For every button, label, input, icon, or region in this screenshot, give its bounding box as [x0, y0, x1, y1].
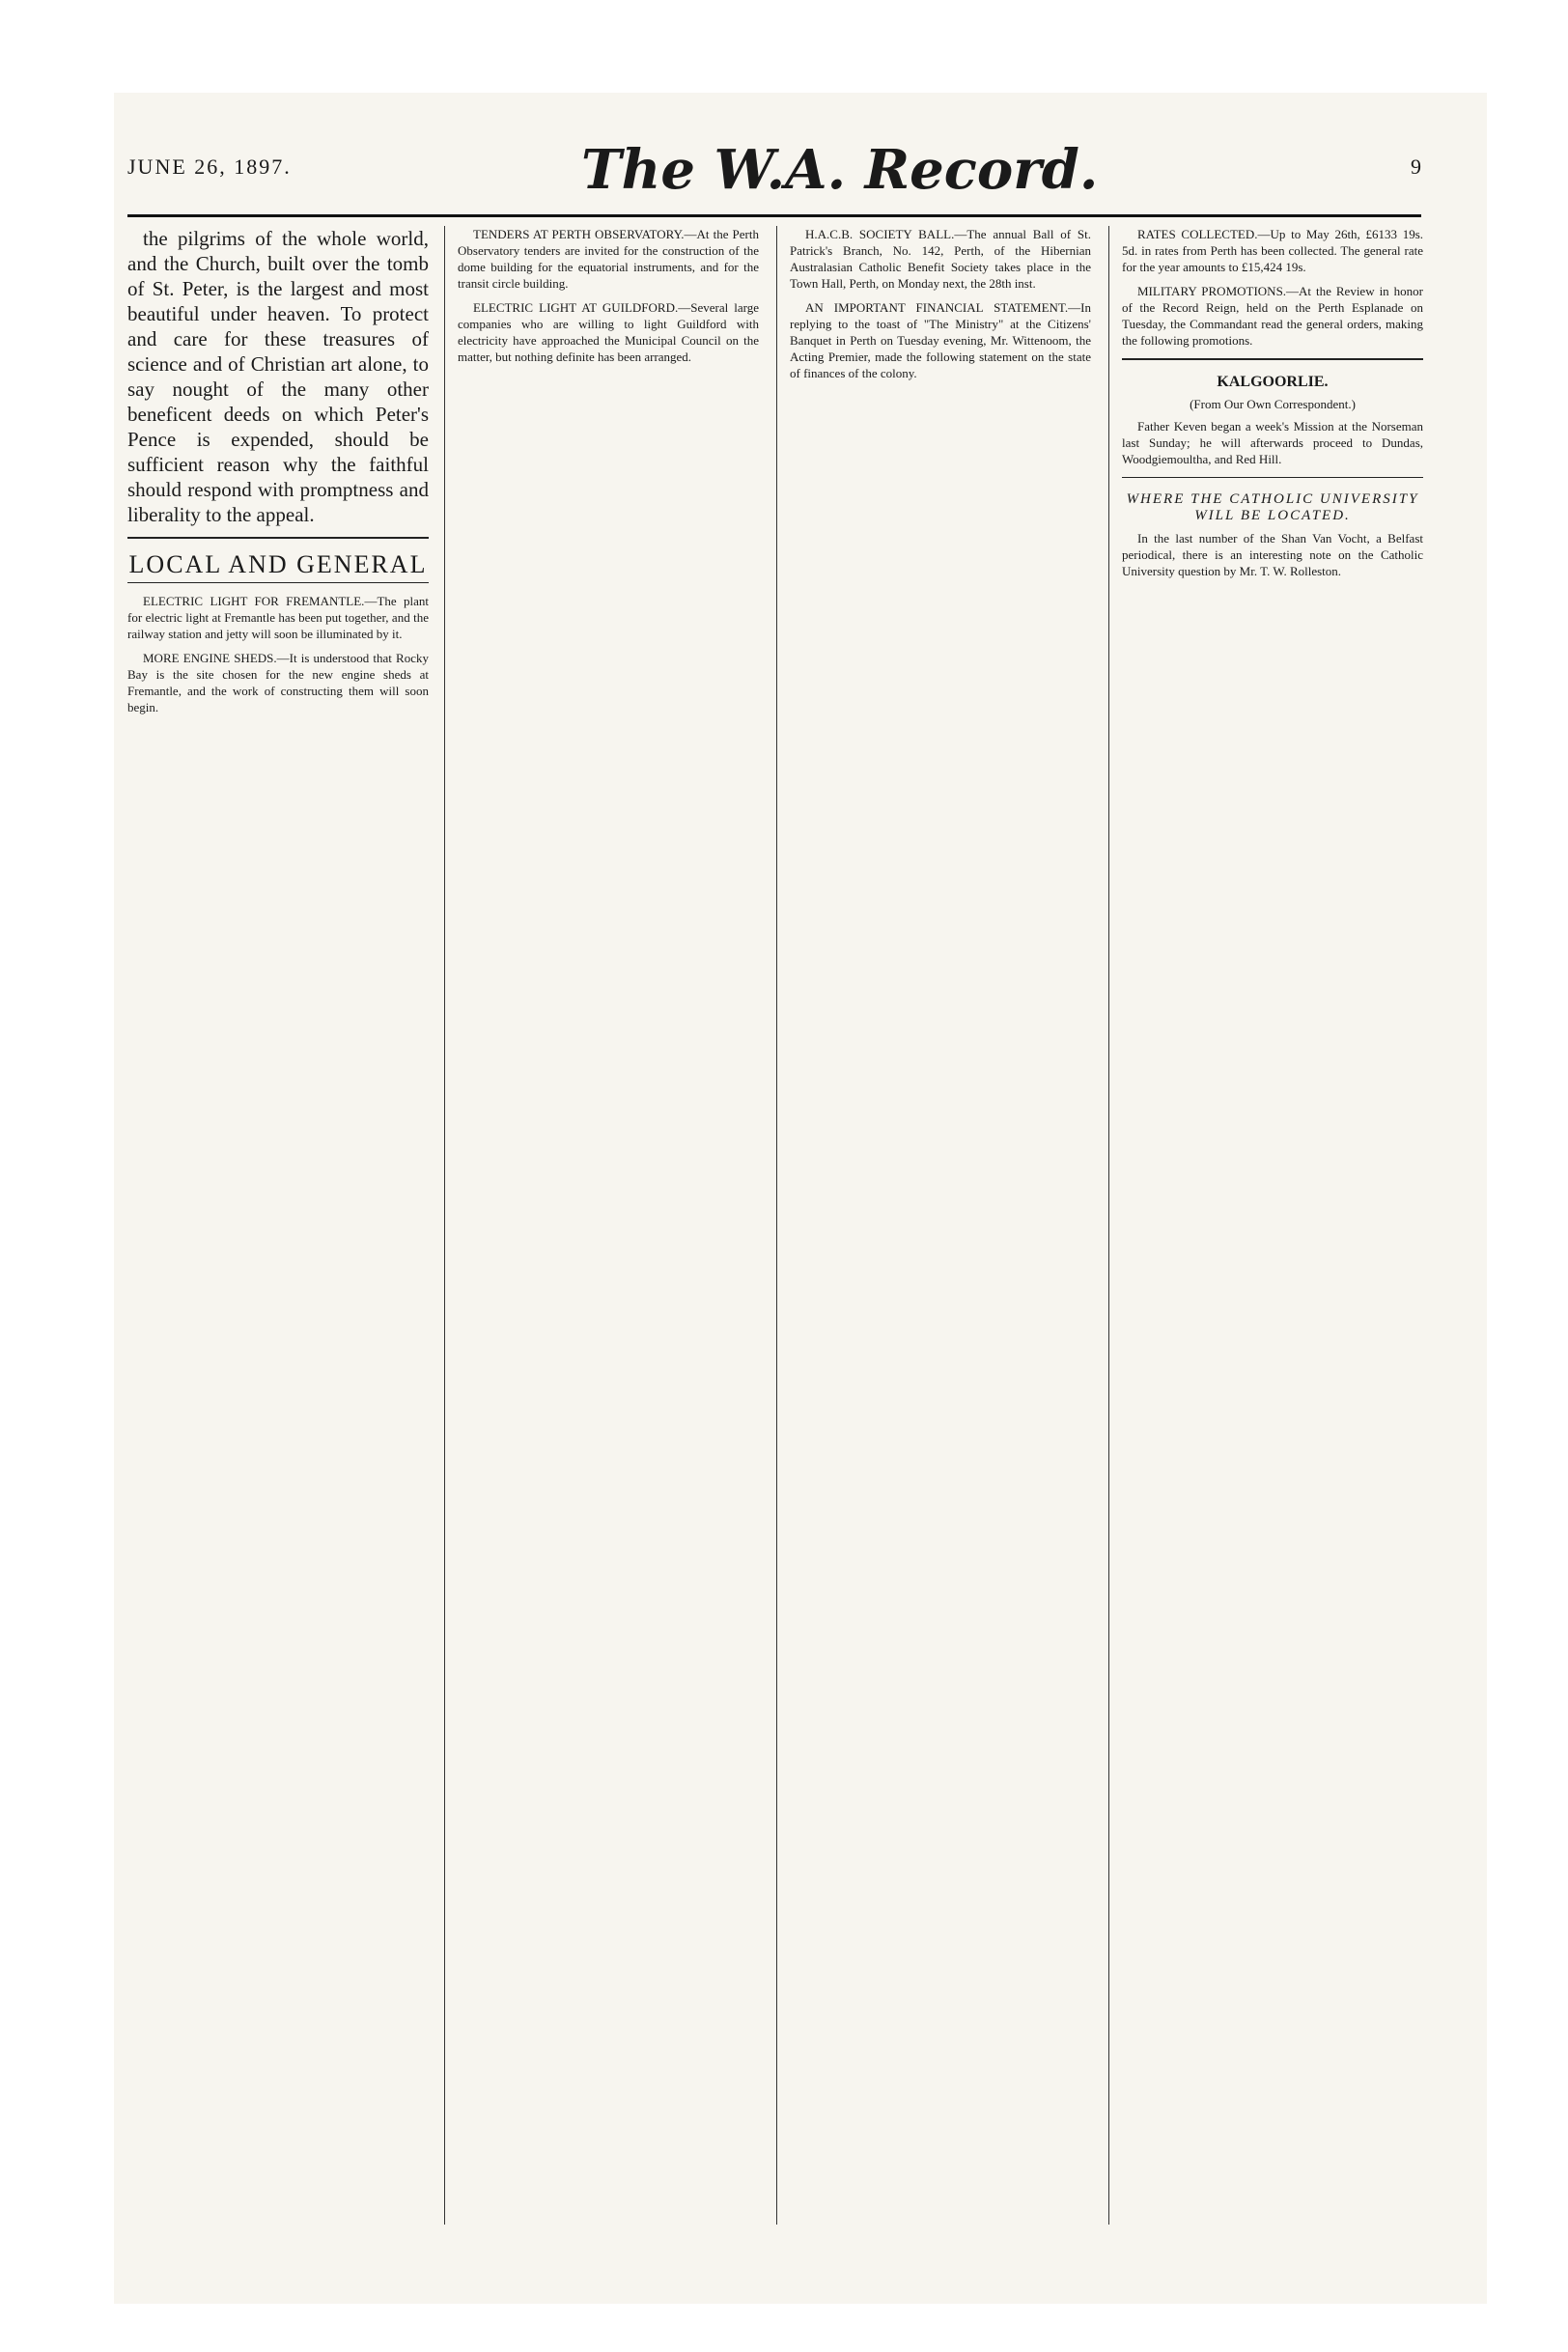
- news-item-title: TENDERS AT PERTH OBSERVATORY.: [473, 227, 685, 241]
- news-item: [790, 226, 1091, 292]
- header-rule: [127, 214, 1421, 217]
- news-item-text: —Up to May 26th, £6133 19s. 5d. in rates from Perth has been collected. The general rate for the year amounts to £15,424 19s.: [1122, 227, 1424, 274]
- news-item-text: —The plant for electric light at Fremantle has been put together, and the railway station and jetty will soon be illuminated by it.: [127, 594, 429, 641]
- news-item-text: —At the Perth Observatory tenders are invited for the construction of the dome building for the equatorial instruments, and for the transit circle building.: [458, 227, 759, 291]
- section-rule: [127, 537, 429, 539]
- section-rule: [1122, 358, 1423, 360]
- news-item-text: In the last number of the Shan Van Vocht, a Belfast periodical, there is an interesting note on the Catholic University question by Mr. T. W. Rolleston.: [1122, 531, 1423, 578]
- news-item-title: MILITARY PROMOTIONS.: [1137, 284, 1287, 298]
- page-header: [127, 138, 1421, 209]
- column-2: [458, 226, 759, 373]
- news-item-title: AN IMPORTANT FINANCIAL STATEMENT.: [805, 300, 1069, 315]
- section-rule: [1122, 477, 1423, 478]
- page-number: 9: [1411, 154, 1421, 179]
- news-item-text: —Several large companies who are willing to light Guildford with electricity have approached the Municipal Council on the matter, but nothing definite has been arranged.: [458, 300, 760, 364]
- news-item-text: —It is understood that Rocky Bay is the site chosen for the new engine sheds at Fremantle, and the work of constructing them will soon begin.: [127, 651, 429, 714]
- news-item: [790, 299, 1091, 381]
- news-item: [458, 299, 759, 365]
- news-item-text: —The annual Ball of St. Patrick's Branch, No. 142, Perth, of the Hibernian Australasian Catholic Benefit Society takes place in the Town Hall, Perth, on Monday next, the 28th inst.: [790, 227, 1091, 291]
- column-separator: [1108, 226, 1109, 2225]
- news-item-text: Father Keven began a week's Mission at the Norseman last Sunday; he will afterwards proceed to Dundas, Woodgiemoultha, and Red Hill.: [1122, 419, 1423, 466]
- section-heading: KALGOORLIE.: [1217, 374, 1329, 390]
- news-item-title: MORE ENGINE SHEDS.: [143, 651, 277, 665]
- news-item: [1122, 226, 1423, 275]
- news-item-text: —In replying to the toast of "The Ministry" at the Citizens' Banquet in Perth on Tuesday evening, Mr. Wittenoom, the Acting Premier, made the following statement on the state of finances of the colony.: [790, 300, 1091, 380]
- section-heading: WHERE THE CATHOLIC UNIVERSITY WILL BE LOCATED.: [1126, 491, 1419, 523]
- masthead-title: The W.A. Record.: [581, 138, 1099, 202]
- column-1: [127, 226, 429, 723]
- issue-date: JUNE 26, 1897.: [127, 154, 292, 179]
- news-item: [127, 593, 429, 642]
- news-item: [127, 650, 429, 715]
- news-item-text: —At the Review in honor of the Record Reign, held on the Perth Esplanade on Tuesday, the Commandant read the general orders, making the following promotions.: [1122, 284, 1423, 348]
- column-separator: [776, 226, 777, 2225]
- news-item: [1122, 283, 1423, 349]
- news-item-title: ELECTRIC LIGHT FOR FREMANTLE.: [143, 594, 365, 608]
- column-separator: [444, 226, 445, 2225]
- news-item: [458, 226, 759, 292]
- section-rule: [127, 582, 429, 583]
- news-item-title: ELECTRIC LIGHT AT GUILDFORD.: [473, 300, 679, 315]
- lead-paragraph: the pilgrims of the whole world, and the Church, built over the tomb of St. Peter, is the largest and most beautiful under heaven. To protect and care for these treasures of science and of Christian art alone, to say nought of the many other beneficent deeds on which Peter's Pence is expended, should be sufficient reason why the faithful should respond with promptness and liberality to the appeal.: [127, 227, 429, 526]
- news-item-title: RATES COLLECTED.: [1137, 227, 1258, 241]
- column-4: [1122, 226, 1423, 587]
- section-heading: LOCAL AND GENERAL: [128, 550, 428, 578]
- byline: (From Our Own Correspondent.): [1190, 397, 1356, 411]
- news-item-title: H.A.C.B. SOCIETY BALL.: [805, 227, 955, 241]
- column-3: [790, 226, 1091, 389]
